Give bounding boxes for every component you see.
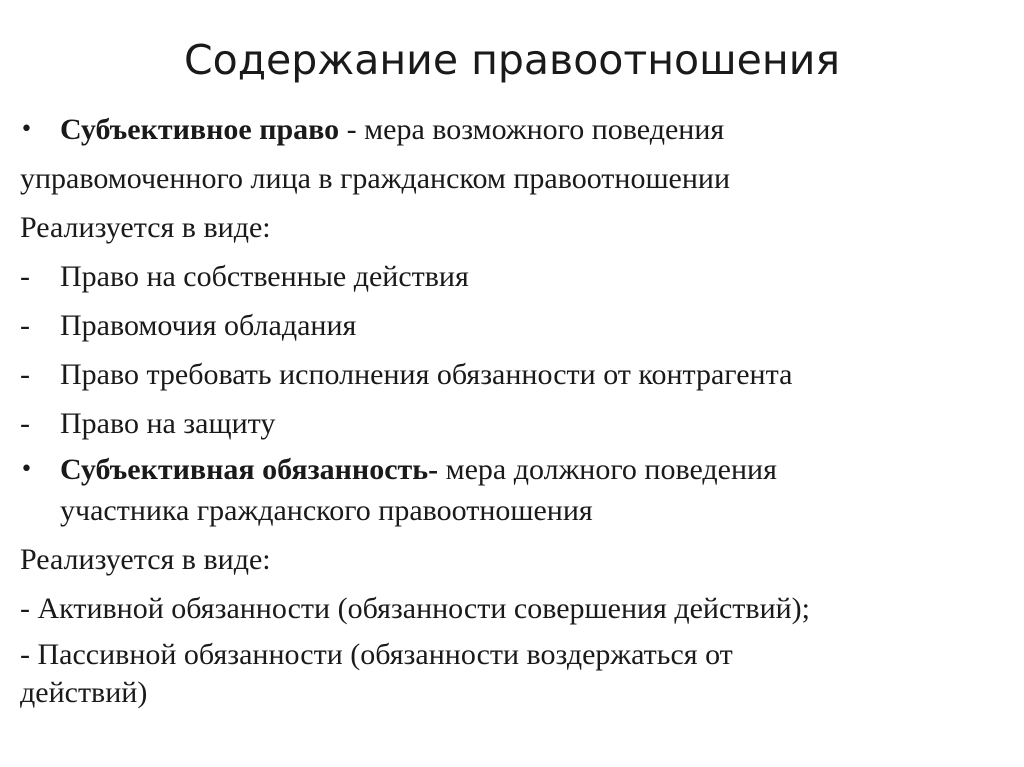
subjective-right-realized-label: Реализуется в виде: [20,211,271,244]
subjective-duty-definition [60,451,777,489]
dash-marker: - [20,358,30,391]
right-form-text: Право требовать исполнения обязанности от контрагента [60,358,793,391]
subjective-duty-line-1 [20,451,1010,489]
subjective-duty-line-2 [20,489,1010,538]
bullet-icon: • [20,457,33,482]
subjective-duty-definition-text: мера должного поведения [438,453,777,486]
subjective-right-term: Субъективное право [60,113,340,146]
dash-marker: - [20,309,30,342]
subjective-duty-definition-continued: участника гражданского правоотношения [60,494,593,527]
right-form-item [20,402,1010,451]
subjective-right-line-2: управомоченного лица в гражданском правоотношении [20,162,731,195]
bullet-icon: • [20,117,33,142]
slide-title: Содержание правоотношения [184,36,840,84]
duty-form-item-continued: действий) [20,676,148,709]
duty-form-item: - Пассивной обязанности (обязанности воздержаться от [20,638,733,671]
right-form-item [20,353,1010,402]
subjective-duty-realized-label: Реализуется в виде: [20,543,271,576]
right-form-item [20,255,1010,304]
right-form-text: Правомочия обладания [60,309,357,342]
dash-marker: - [20,260,30,293]
right-form-text: Право на защиту [60,407,276,440]
slide-content [20,108,1010,712]
right-form-item [20,304,1010,353]
duty-form-item: - Активной обязанности (обязанности совершения действий); [20,592,811,625]
right-form-text: Право на собственные действия [60,260,469,293]
subjective-right-definition-text: - мера возможного поведения [339,113,725,146]
subjective-right-line-1 [20,108,1010,157]
subjective-right-definition [60,108,724,152]
dash-marker: - [20,407,30,440]
subjective-duty-term: Субъективная обязанность- [60,453,439,486]
